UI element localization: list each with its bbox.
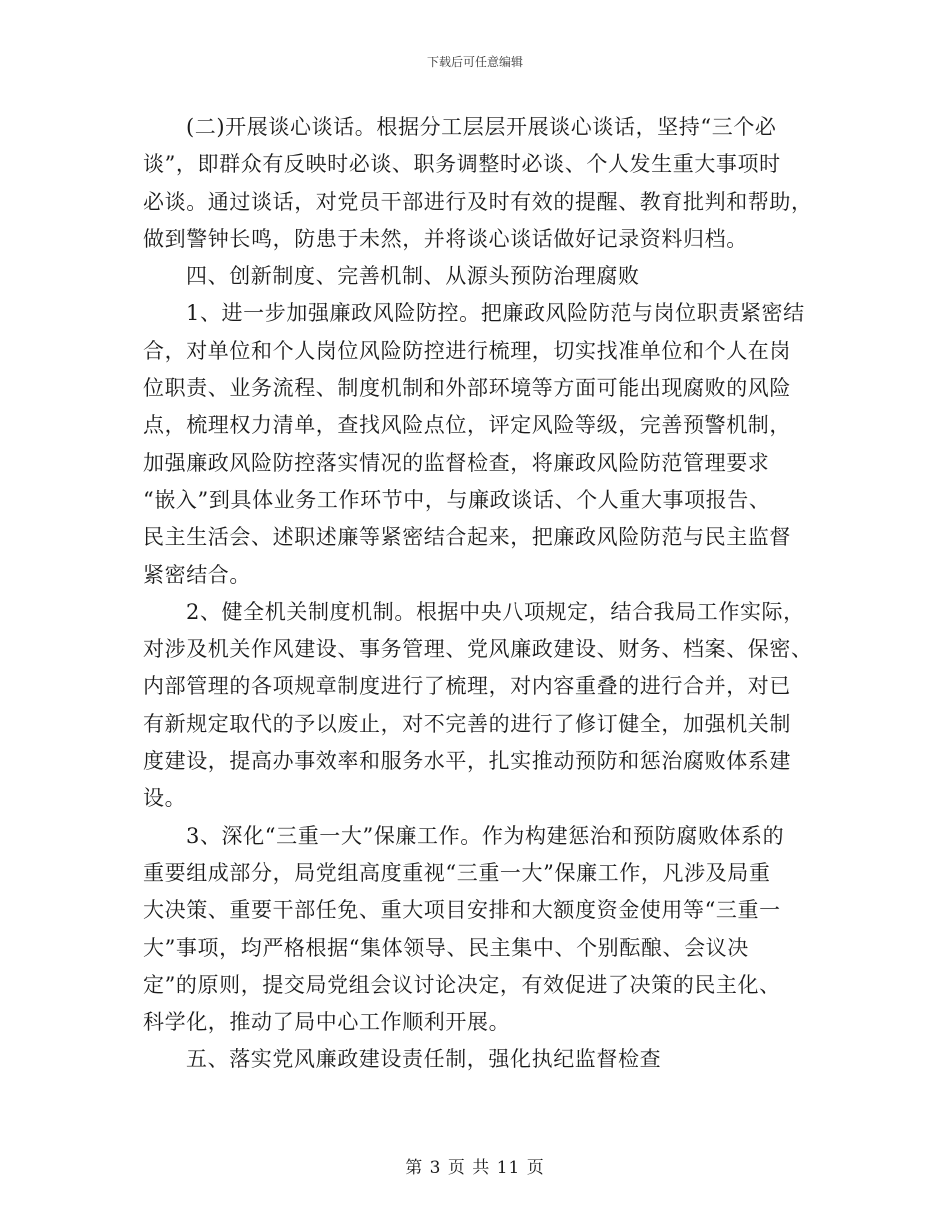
paragraph bbox=[143, 258, 823, 295]
text-line: 谈”，即群众有反映时必谈、职务调整时必谈、个人发生重大事项时 bbox=[143, 152, 781, 177]
text-line: 科学化，推动了局中心工作顺利开展。 bbox=[143, 1010, 511, 1035]
paragraph bbox=[143, 109, 823, 258]
text-line: 五、落实党风廉政建设责任制，强化执纪监督检查 bbox=[186, 1047, 662, 1072]
text-line: 加强廉政风险防控落实情况的监督检查，将廉政风险防范管理要求 bbox=[143, 450, 770, 475]
text-line: 做到警钟长鸣，防患于未然，并将谈心谈话做好记录资料归档。 bbox=[143, 226, 748, 251]
text-line: 对涉及机关作风建设、事务管理、党风廉政建设、财务、档案、保密、 bbox=[143, 637, 813, 662]
text-line: 紧密结合。 bbox=[143, 562, 251, 587]
text-line: 民主生活会、述职述廉等紧密结合起来，把廉政风险防范与民主监督 bbox=[143, 525, 791, 550]
text-line: 1、进一步加强廉政风险防控。把廉政风险防范与岗位职责紧密结 bbox=[186, 301, 805, 326]
text-line: 大”事项，均严格根据“集体领导、民主集中、个别酝酿、会议决 bbox=[143, 935, 749, 960]
text-line: 2、健全机关制度机制。根据中央八项规定，结合我局工作实际， bbox=[186, 599, 805, 624]
paragraph bbox=[143, 594, 823, 818]
text-line: 内部管理的各项规章制度进行了梳理，对内容重叠的进行合并，对已 bbox=[143, 674, 791, 699]
text-line: 必谈。通过谈话，对党员干部进行及时有效的提醒、教育批判和帮助， bbox=[143, 189, 813, 214]
text-line: 大决策、重要干部任免、重大项目安排和大额度资金使用等“三重一 bbox=[143, 898, 781, 923]
text-line: 点，梳理权力清单，查找风险点位，评定风险等级，完善预警机制， bbox=[143, 413, 791, 438]
text-line: 3、深化“三重一大”保廉工作。作为构建惩治和预防腐败体系的 bbox=[186, 823, 785, 848]
text-line: 四、创新制度、完善机制、从源头预防治理腐败 bbox=[186, 264, 640, 289]
paragraph bbox=[143, 1041, 823, 1078]
paragraph bbox=[143, 295, 823, 593]
text-line: 有新规定取代的予以废止，对不完善的进行了修订健全，加强机关制 bbox=[143, 711, 791, 736]
text-line: (二)开展谈心谈话。根据分工层层开展谈心谈话，坚持“三个必 bbox=[186, 115, 777, 139]
page-footer: 第 3 页 共 11 页 bbox=[405, 1158, 545, 1178]
paragraph bbox=[143, 818, 823, 1042]
text-line: “嵌入”到具体业务工作环节中，与廉政谈话、个人重大事项报告、 bbox=[143, 487, 771, 512]
document-body bbox=[143, 109, 823, 1079]
text-line: 位职责、业务流程、制度机制和外部环境等方面可能出现腐败的风险 bbox=[143, 376, 791, 401]
text-line: 重要组成部分，局党组高度重视“三重一大”保廉工作，凡涉及局重 bbox=[143, 860, 771, 885]
text-line: 定”的原则，提交局党组会议讨论决定，有效促进了决策的民主化、 bbox=[143, 972, 781, 997]
page-header: 下载后可任意编辑 bbox=[426, 55, 523, 69]
text-line: 合，对单位和个人岗位风险防控进行梳理，切实找准单位和个人在岗 bbox=[143, 338, 791, 363]
text-line: 设。 bbox=[143, 786, 187, 811]
text-line: 度建设，提高办事效率和服务水平，扎实推动预防和惩治腐败体系建 bbox=[143, 749, 791, 774]
